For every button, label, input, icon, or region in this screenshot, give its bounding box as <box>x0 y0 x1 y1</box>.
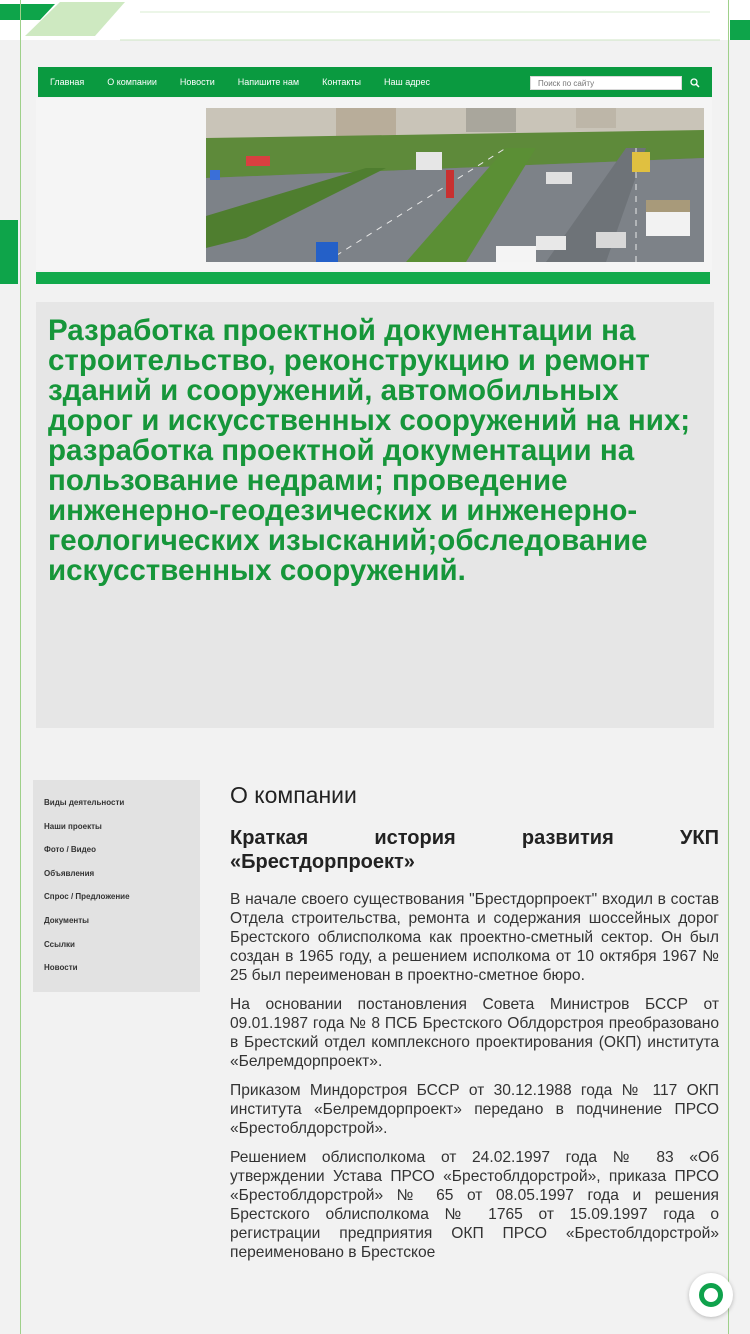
nav-contacts[interactable]: Контакты <box>322 77 361 87</box>
chat-widget-button[interactable] <box>689 1273 733 1317</box>
header-decor <box>0 0 750 45</box>
sidebar-item-supply-demand[interactable]: Спрос / Предложение <box>44 892 130 902</box>
content-heading: О компании <box>230 782 357 808</box>
sidebar-item-projects[interactable]: Наши проекты <box>44 821 102 831</box>
nav-address[interactable]: Наш адрес <box>383 77 430 87</box>
content-subheading <box>230 826 719 874</box>
main-nav <box>38 67 712 97</box>
sidebar-item-links[interactable]: Ссылки <box>44 939 75 949</box>
sidebar-item-news[interactable]: Новости <box>44 963 78 973</box>
subheading-line-1: Краткая история развития УКП <box>230 827 719 849</box>
search-icon[interactable] <box>688 76 702 90</box>
green-strip <box>36 272 710 284</box>
nav-write-us[interactable]: Напишите нам <box>237 77 300 87</box>
content-paragraph: Приказом Миндорстроя БССР от 30.12.1988 года № 117 ОКП института «Белремдорпроект» передано в подчинение ПРСО «Брестоблдорстрой». <box>230 1082 719 1137</box>
main-content <box>230 780 719 1262</box>
page-title: Разработка проектной документации на строительство, реконструкцию и ремонт зданий и сооружений, автомобильных дорог и искусственных сооружений на них; разработка проектной документации на пользование недрами; проведение инженерно-геодезических и инженерно-геологических изысканий;обследование искусственных сооружений. <box>48 314 691 587</box>
page-title-box <box>36 302 714 728</box>
subheading-line-2: «Брестдорпроект» <box>230 851 415 873</box>
frame-line-right <box>728 0 729 1334</box>
content-paragraph: На основании постановления Совета Министров БССР от 09.01.1987 года № 8 ПСБ Брестского Облдорстроя преобразовано в Брестский отдел комплексного проектирования (ОКП) института «Белремдорпроект». <box>230 996 719 1070</box>
content-paragraph: Решением облисполкома от 24.02.1997 года № 83 «Об утверждении Устава ПРСО «Брестоблдорстрой», приказа ПРСО «Брестоблдорстрой» № 65 от 08.05.1997 года и решения Брестского облисполкома № 1765 от 15.09.1997 года о регистрации предприятия ОКП ПРСО «Брестоблдорстрой» переименовано в Брестское <box>230 1149 719 1261</box>
sidebar <box>33 780 200 992</box>
sidebar-item-documents[interactable]: Документы <box>44 915 89 925</box>
frame-line-left <box>20 0 21 1334</box>
road-banner-image <box>206 108 704 262</box>
nav-news[interactable]: Новости <box>179 77 215 87</box>
left-green-block <box>0 220 18 284</box>
search-input[interactable] <box>530 76 682 90</box>
sidebar-item-announcements[interactable]: Объявления <box>44 868 95 878</box>
nav-about[interactable]: О компании <box>107 77 157 87</box>
content-paragraph: В начале своего существования "Брестдорпроект" входил в состав Отдела строительства, ремонта и содержания шоссейных дорог Брестского облисполкома как проектно-сметный сектор. Он был создан в 1965 году, а решением исполкома от 10 октября 1967 № 25 был переименован в проектно-сметное бюро. <box>230 891 719 984</box>
nav-home[interactable]: Главная <box>50 77 85 87</box>
sidebar-item-photo-video[interactable]: Фото / Видео <box>44 845 96 855</box>
sidebar-item-activities[interactable]: Виды деятельности <box>44 798 125 807</box>
